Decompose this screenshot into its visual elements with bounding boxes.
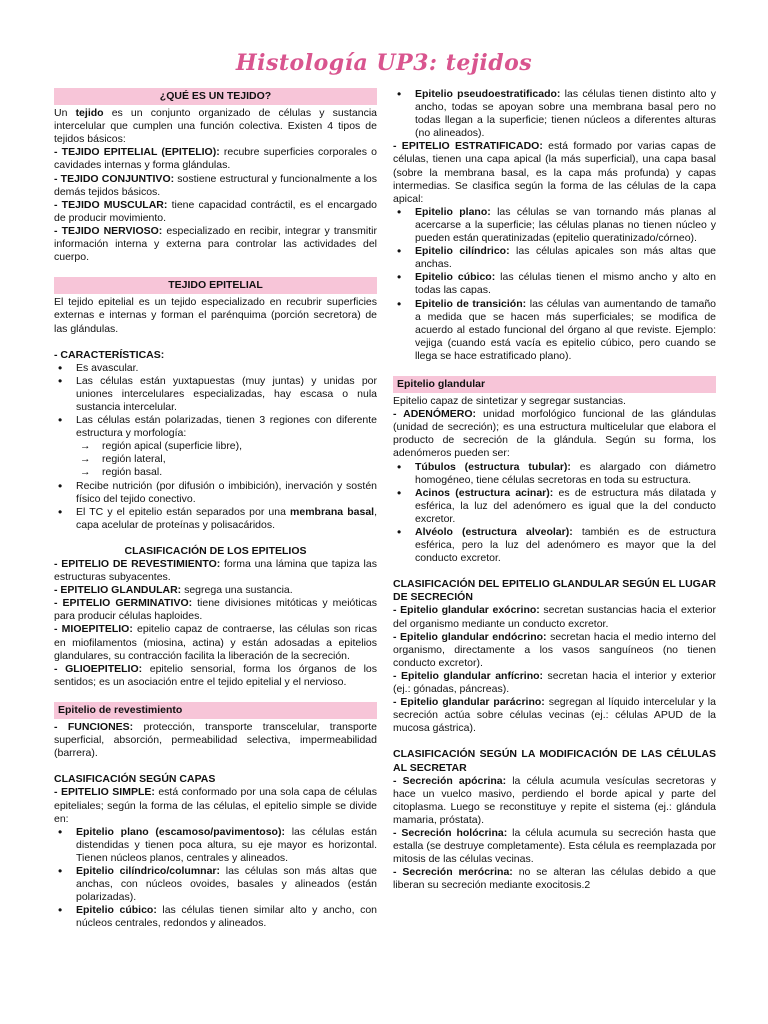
list-item: → región apical (superficie libre), [102, 440, 377, 453]
list-item: → región lateral, [102, 453, 377, 466]
clasificacion-lugar-secrecion-heading: CLASIFICACIÓN DEL EPITELIO GLANDULAR SEGÚN EL LUGAR DE SECRECIÓN [393, 578, 716, 604]
section-heading-que-es-tejido: ¿QUÉ ES UN TEJIDO? [54, 88, 377, 105]
list-item: • El TC y el epitelio están separados por una membrana basal, capa acelular de proteínas y polisacáridos. [76, 506, 377, 532]
list-item: • Epitelio de transición: las células van aumentando de tamaño a medida que se hacen más superficiales; se modifica de acuerdo al estado funcional del órgano al que reviste. Ejemplo: vejiga (cuando está vacía es epitelio cúbico, pero cuando se llega se hace estratificado plano). [415, 298, 716, 363]
list-item: • Recibe nutrición (por difusión o imbibición), inervación y sostén físico del tejido conectivo. [76, 480, 377, 506]
secrecion-holocrina-item: - Secreción holócrina: la célula acumula su secreción hasta que estalla (se destruye completamente). Esta célula es reemplazada por mitosis de las células vecinas. [393, 826, 716, 866]
tejido-conjuntivo-item: - TEJIDO CONJUNTIVO: sostiene estructural y funcionalmente a los demás tejidos básicos. [54, 172, 378, 198]
section-heading-tejido-epitelial: TEJIDO EPITELIAL [54, 277, 377, 294]
list-item: • Epitelio cilíndrico/columnar: las células son más altas que anchas, con núcleos ovoides, basales y alineados (están polarizadas). [76, 865, 377, 904]
list-item: • Las células están yuxtapuestas (muy juntas) y unidas por uniones intercelulares especializadas, hay escasa o nula sustancia intercelular. [76, 375, 377, 414]
tejido-epitelial-item: - TEJIDO EPITELIAL (EPITELIO): recubre superficies corporales o cavidades internas y forma glándulas. [54, 146, 378, 172]
tejido-epitelial-paragraph: El tejido epitelial es un tejido especializado en recubrir superficies externas e internas y forman el parénquima (porción secretora) de las glándulas. [54, 296, 377, 335]
glandular-endocrino-item: - Epitelio glandular endócrino: secretan hacia el medio interno del organismo, directamente a los vasos sanguíneos (no tienen conducto excretor). [393, 630, 717, 669]
two-column-body [54, 88, 716, 930]
mioepitelio-item: - MIOEPITELIO: epitelio capaz de contraerse, las células son ricas en miofilamentos (miosina, actina) y están adosadas a epitelios glandulares, su contracción facilita la liberación de la secreción. [54, 623, 377, 662]
adenomero-list [393, 461, 716, 566]
list-item: • Epitelio plano (escamoso/pavimentoso): las células están distendidas y tienen poca altura, su eje mayor es horizontal. Tienen núcleos planos, centrales y alineados. [76, 826, 377, 865]
list-item: • Túbulos (estructura tubular): es alargado con diámetro homogéneo, tiene células secretoras en toda su estructura. [415, 461, 716, 487]
list-item: • Acinos (estructura acinar): es de estructura más dilatada y esférica, la luz del adenómero es igual que la del conducto excretor. [415, 487, 716, 526]
clasificacion-epitelios-heading: CLASIFICACIÓN DE LOS EPITELIOS [124, 544, 307, 557]
tejido-definition: Un tejido es un conjunto organizado de células y sustancia intercelular que cumplen una función colectiva. Existen 4 tipos de tejidos básicos: [54, 107, 378, 146]
tejido-muscular-item: - TEJIDO MUSCULAR: tiene capacidad contráctil, es el encargado de producir movimiento. [54, 198, 377, 224]
section-heading-epitelio-glandular: Epitelio glandular [393, 376, 716, 393]
caracteristicas-heading: - CARACTERÍSTICAS: [54, 348, 165, 361]
epitelio-simple-list [54, 826, 377, 931]
list-item: → región basal. [102, 466, 377, 479]
list-item: • Epitelio plano: las células se van tornando más planas al acercarse a la superficie; las células planas no tienen núcleo y pueden están queratinizadas (epitelio queratinizado/córneo). [415, 206, 716, 245]
funciones-item: - FUNCIONES: protección, transporte transcelular, transporte superficial, absorción, permeabilidad selectiva, impermeabilidad (barrera). [54, 721, 377, 760]
clasificacion-capas-heading: CLASIFICACIÓN SEGÚN CAPAS [54, 773, 216, 786]
list-item: • Epitelio cilíndrico: las células apicales son más altas que anchas. [415, 245, 716, 271]
secrecion-merocrina-item: - Secreción merócrina: no se alteran las células debido a que liberan su secreción mediante exocitosis.2 [393, 866, 716, 892]
adenomero-item: - ADENÓMERO: unidad morfológico funcional de las glándulas (unidad de secreción); es una estructura multicelular que elabora el producto de secreción de la glándula. Según su forma, los adenómeros pueden ser: [393, 408, 716, 460]
epitelio-simple-item: - EPITELIO SIMPLE: está conformado por una sola capa de células epiteliales; según la forma de las células, el epitelio simple se divide en: [54, 786, 377, 825]
regiones-list [76, 440, 377, 479]
pseudoestratificado-list [393, 88, 716, 140]
glandular-exocrino-item: - Epitelio glandular exócrino: secretan sustancias hacia el exterior del organismo mediante un conducto excretor. [393, 604, 716, 630]
list-item: • Epitelio cúbico: las células tienen el mismo ancho y alto en todas las capas. [415, 271, 716, 297]
list-item: • Epitelio pseudoestratificado: las células tienen distinto alto y ancho, todas se apoyan sobre una membrana basal pero no todas llegan a la superficie; tienen núcleos a diferentes alturas (no alineados). [415, 88, 716, 140]
secrecion-apocrina-item: - Secreción apócrina: la célula acumula vesículas secretoras y hace un vuelco masivo, perdiendo el borde apical y parte del citoplasma. Luego se reconstituye y repite el sistema (ej.: glándula mamaria, próstata). [393, 774, 716, 826]
section-heading-epitelio-revestimiento: Epitelio de revestimiento [54, 702, 377, 719]
list-item: • Epitelio cúbico: las células tienen similar alto y ancho, con núcleos centrales, redondos y alineados. [76, 904, 377, 930]
glioepitelio-item: - GLIOEPITELIO: epitelio sensorial, forma los órganos de los sentidos; es un asociación entre el tejido epitelial y el nervioso. [54, 662, 377, 688]
epitelio-revestimiento-item: - EPITELIO DE REVESTIMIENTO: forma una lámina que tapiza las estructuras subyacentes. [54, 558, 377, 584]
page-title: Histología UP3: tejidos [235, 50, 533, 76]
list-item: • Las células están polarizadas, tienen 3 regiones con diferente estructura y morfología: → región apical (superficie libre), → región lateral, → región basal. [76, 414, 377, 479]
clasificacion-modificacion-heading: CLASIFICACIÓN SEGÚN LA MODIFICACIÓN DE LAS CÉLULAS AL SECRETAR [393, 748, 716, 774]
epitelio-glandular-item: - EPITELIO GLANDULAR: segrega una sustancia. [54, 584, 293, 597]
epitelio-germinativo-item: - EPITELIO GERMINATIVO: tiene divisiones mitóticas y meióticas para producir células haploides. [54, 597, 377, 623]
estratificado-list [393, 206, 716, 363]
epitelio-estratificado-item: - EPITELIO ESTRATIFICADO: está formado por varias capas de células, tienen una capa apical (la más superficial), una capa basal (sobre la membrana basal, es la capa más profunda) y capas intermedias. Se clasifica según la forma de las células de la capa apical: [393, 140, 716, 205]
list-item: • Alvéolo (estructura alveolar): también es de estructura esférica, pero la luz del adenómero es mayor que la del conducto excretor. [415, 526, 716, 565]
left-column [54, 88, 377, 930]
list-item: • Es avascular. [76, 362, 377, 375]
epitelio-glandular-paragraph: Epitelio capaz de sintetizar y segregar sustancias. [393, 395, 626, 408]
right-column [393, 88, 716, 930]
glandular-anficrino-item: - Epitelio glandular anfícrino: secretan hacia el interior y exterior (ej.: gónadas, páncreas). [393, 669, 717, 696]
tejido-nervioso-item: - TEJIDO NERVIOSO: especializado en recibir, integrar y transmitir información interna y externa para controlar las actividades del cuerpo. [54, 224, 377, 264]
caracteristicas-list [54, 362, 377, 532]
glandular-paracrino-item: - Epitelio glandular parácrino: segregan al líquido intercelular y la secreción actúa sobre células vecinas (ej.: células APUD de la mucosa gástrica). [393, 696, 716, 735]
